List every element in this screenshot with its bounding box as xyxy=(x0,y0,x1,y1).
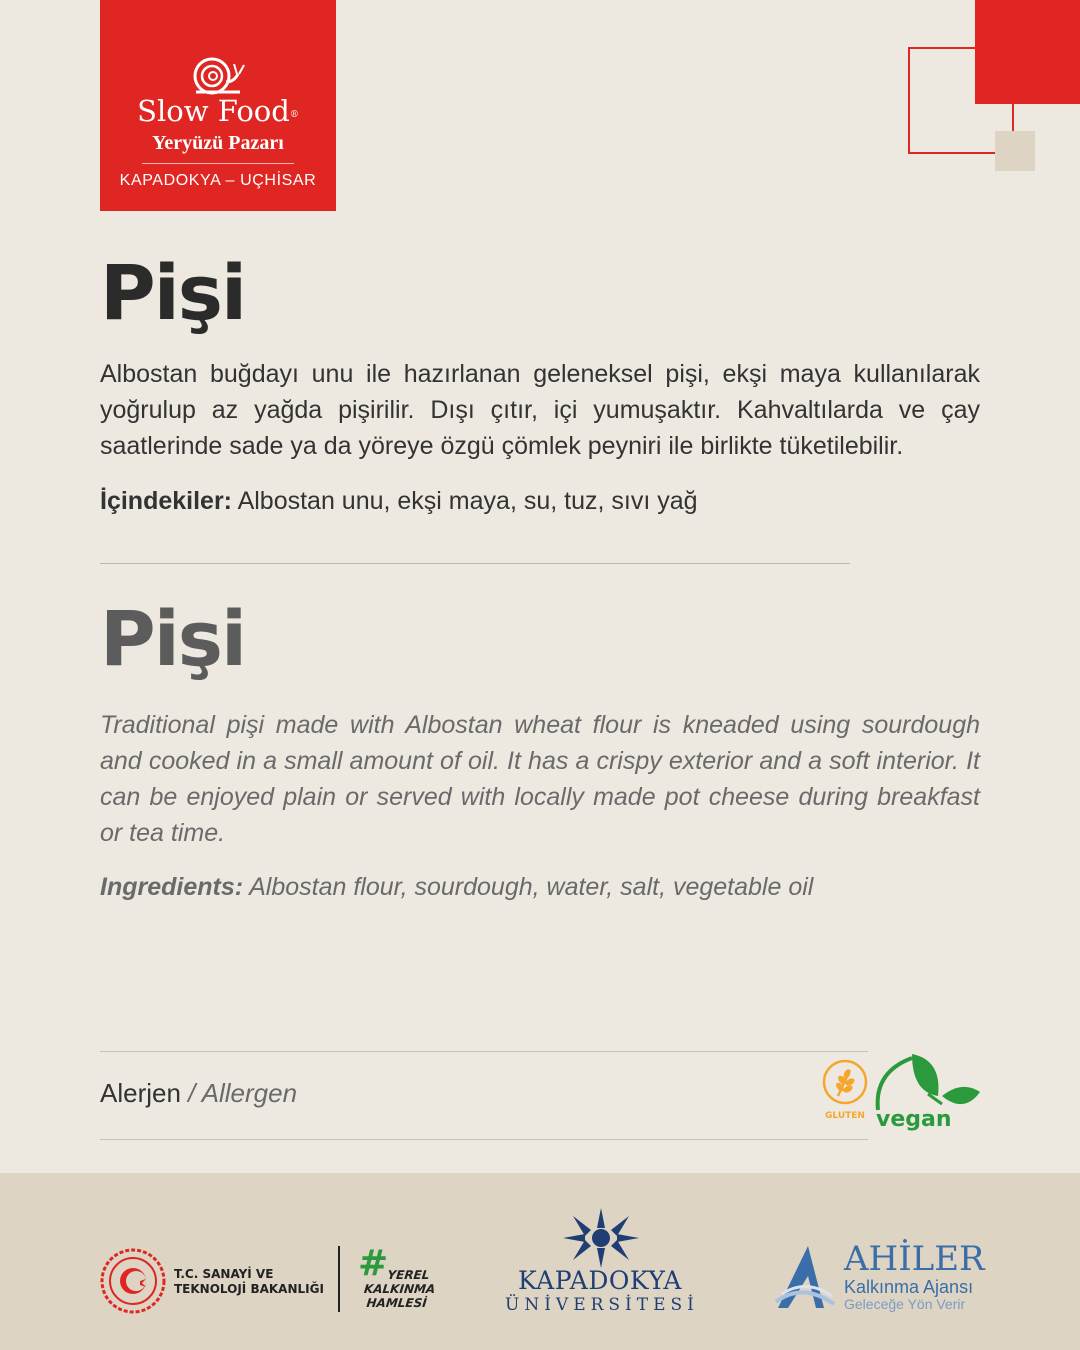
ministry-seal-icon xyxy=(100,1248,166,1314)
university-subtitle: ÜNİVERSİTESİ xyxy=(505,1295,699,1315)
campaign-name: YEREL KALKINMA HAMLESİ xyxy=(363,1268,437,1310)
agency-name: AHİLER xyxy=(844,1239,985,1279)
brand-subtitle: Yeryüzü Pazarı xyxy=(152,132,284,154)
allergen-label: Alerjen / Allergen xyxy=(100,1078,298,1108)
logo-divider xyxy=(142,163,294,164)
university-name: KAPADOKYA xyxy=(518,1266,682,1295)
brand-name: Slow Food® xyxy=(137,94,299,128)
product-title-en: Pişi xyxy=(100,594,246,683)
product-title-tr: Pişi xyxy=(100,248,246,337)
allergen-top-rule xyxy=(100,1051,868,1052)
slow-food-logo xyxy=(100,0,336,211)
vegan-label: vegan xyxy=(876,1107,952,1132)
allergen-bottom-rule xyxy=(100,1139,868,1140)
description-tr: Albostan buğdayı unu ile hazırlanan geleneksel pişi, ekşi maya kullanılarak yoğrulup az yağda pişirilir. Dışı çıtır, içi yumuşaktır. Kahvaltılarda ve çay saatlerinde sade ya da yöreye özgü çömlek peyniri ile birlikte tüketilebilir. xyxy=(100,360,980,460)
snail-icon xyxy=(188,52,248,98)
ministry-name: T.C. SANAYİ VE TEKNOLOJİ BAKANLIĞI xyxy=(174,1267,324,1296)
hashtag-icon: # xyxy=(358,1243,389,1284)
decor-beige-square xyxy=(995,131,1035,171)
ingredients-list-tr: Albostan unu, ekşi maya, su, tuz, sıvı yağ xyxy=(232,487,698,515)
brand-location: KAPADOKYA – UÇHİSAR xyxy=(119,172,317,189)
section-divider xyxy=(100,563,850,564)
vegan-leaf-icon xyxy=(872,1052,982,1112)
ingredients-label-en: Ingredients: xyxy=(100,873,244,901)
gluten-label: GLUTEN xyxy=(825,1111,865,1121)
ingredients-en xyxy=(100,870,980,904)
ahiler-logo-icon xyxy=(772,1242,842,1312)
footer-separator xyxy=(338,1246,340,1312)
ingredients-label-tr: İçindekiler: xyxy=(100,487,232,515)
university-emblem-icon xyxy=(563,1208,639,1268)
description-en: Traditional pişi made with Albostan wheat flour is kneaded using sourdough and cooked in a small amount of oil. It has a crispy exterior and a soft interior. It can be enjoyed plain or served with locally made pot cheese during breakfast or tea time. xyxy=(100,711,980,847)
agency-slogan: Geleceğe Yön Verir xyxy=(844,1296,966,1312)
ingredients-list-en: Albostan flour, sourdough, water, salt, vegetable oil xyxy=(243,873,814,901)
ingredients-tr xyxy=(100,484,980,518)
agency-subtitle: Kalkınma Ajansı xyxy=(844,1277,974,1297)
